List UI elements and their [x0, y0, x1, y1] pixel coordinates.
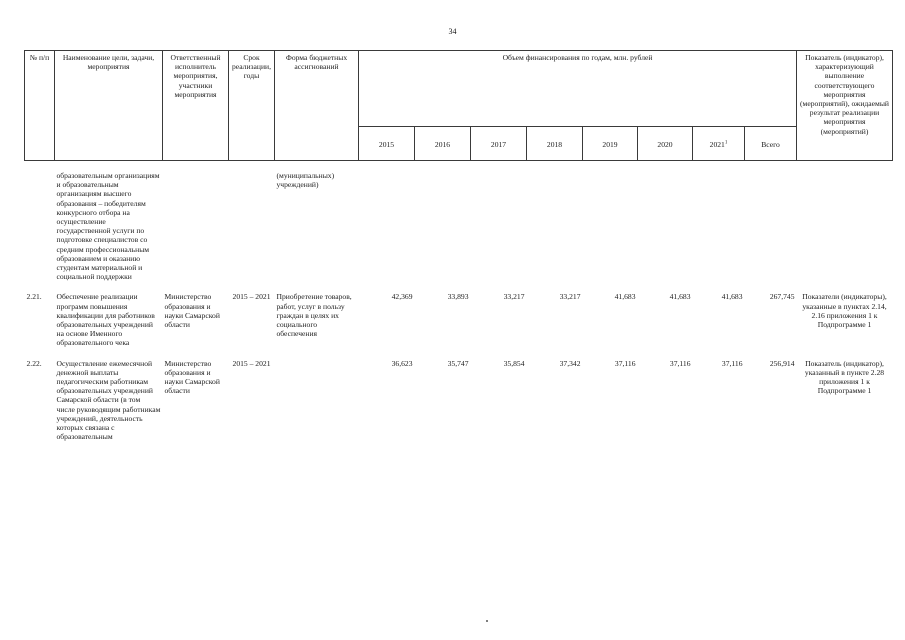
row-total: 267,745: [769, 292, 795, 302]
header-year-2021: [693, 127, 745, 161]
row-responsible: [163, 169, 229, 282]
row-value-2016: 33,893: [447, 292, 469, 302]
row-form: Приобретение товаров, работ, услуг в пользу граждан в целях их социального обеспечения: [276, 292, 352, 339]
header-num: № п/п: [25, 51, 55, 161]
row-responsible: Министерство образования и науки Самарской области: [164, 358, 220, 396]
row-total: 256,914: [769, 358, 795, 368]
row-value-2019: 37,116: [614, 358, 636, 368]
row-term: [229, 169, 275, 282]
row-term: 2015 – 2021: [232, 292, 271, 302]
table-row: [25, 357, 893, 443]
row-form: (муниципальных) учреждений): [276, 171, 335, 190]
row-indicator: Показатели (индикаторы), указанные в пунктах 2.14, 2.16 приложения 1 к Подпрограмме 1: [802, 292, 887, 330]
row-value-2018: [527, 169, 583, 282]
row-value-2015: 36,623: [391, 358, 413, 368]
row-value-2019: [583, 169, 638, 282]
row-value-2017: 33,217: [503, 292, 525, 302]
row-name: образовательным организациям и образовательным организациям высшего образования – победителям конкурсного отбора на осуществление государственной услуги по подготовке специалистов со средним профессиональным образованием и оказанию студентам материальной и социальной поддержки: [56, 171, 160, 282]
row-value-2021: 41,683: [721, 292, 743, 302]
row-total: [745, 169, 797, 282]
row-value-2021: [693, 169, 745, 282]
header-name: Наименование цели, задачи, мероприятия: [55, 51, 163, 161]
header-year-2020: 2020: [638, 127, 693, 161]
row-value-2016: 35,747: [447, 358, 469, 368]
row-value-2015: [359, 169, 415, 282]
header-year-2017: 2017: [471, 127, 527, 161]
row-num: [25, 169, 55, 282]
row-value-2017: [471, 169, 527, 282]
row-value-2018: 37,342: [559, 358, 581, 368]
header-indicator: Показатель (индикатор), характеризующий выполнение соответствующего мероприятия (мероприятий), ожидаемый результат реализации мероприятия (мероприятий): [797, 51, 893, 161]
row-name: Обеспечение реализации программ повышения квалификации для работников образовательных учреждений на основе Именного образовательного чека: [56, 292, 155, 348]
header-financing: Объем финансирования по годам, млн. рублей: [359, 51, 797, 127]
row-term: 2015 – 2021: [232, 358, 271, 368]
row-value-2019: 41,683: [614, 292, 636, 302]
page-number: 34: [448, 27, 457, 36]
row-value-2020: 41,683: [669, 292, 691, 302]
header-year-2018: 2018: [527, 127, 583, 161]
row-num: 2.21.: [26, 292, 42, 302]
row-responsible: Министерство образования и науки Самарской области: [164, 292, 220, 330]
scan-speck: [486, 620, 488, 622]
footnote-mark: 1: [724, 140, 728, 146]
row-value-2020: [638, 169, 693, 282]
row-value-2015: 42,369: [391, 292, 413, 302]
row-indicator: Показатель (индикатор), указанный в пункте 2.28 приложения 1 к Подпрограмме 1: [804, 358, 885, 396]
table-row: [25, 169, 893, 282]
header-year-2016: 2016: [415, 127, 471, 161]
row-value-2020: 37,116: [669, 358, 691, 368]
row-value-2017: 35,854: [503, 358, 525, 368]
row-value-2018: 33,217: [559, 292, 581, 302]
header-year-2021-label: 2021: [709, 140, 725, 150]
table-row: [25, 290, 893, 348]
header-total: Всего: [745, 127, 797, 161]
row-value-2021: 37,116: [721, 358, 743, 368]
row-name: Осуществление ежемесячной денежной выплаты педагогическим работникам образовательных учреждений Самарской области (в том числе руководящим работникам учреждений, деятельность которых связана с образовательным: [56, 358, 161, 442]
row-value-2016: [415, 169, 471, 282]
header-responsible: Ответственный исполнитель мероприятия, участники мероприятия: [163, 51, 229, 161]
row-indicator: [797, 169, 893, 282]
header-year-2019: 2019: [583, 127, 638, 161]
header-term: Срок реализации, годы: [229, 51, 275, 161]
header-form: Форма бюджетных ассигнований: [275, 51, 359, 161]
row-num: 2.22.: [26, 358, 42, 368]
header-year-2015: 2015: [359, 127, 415, 161]
financing-table: [24, 50, 893, 442]
row-form: [275, 357, 359, 443]
